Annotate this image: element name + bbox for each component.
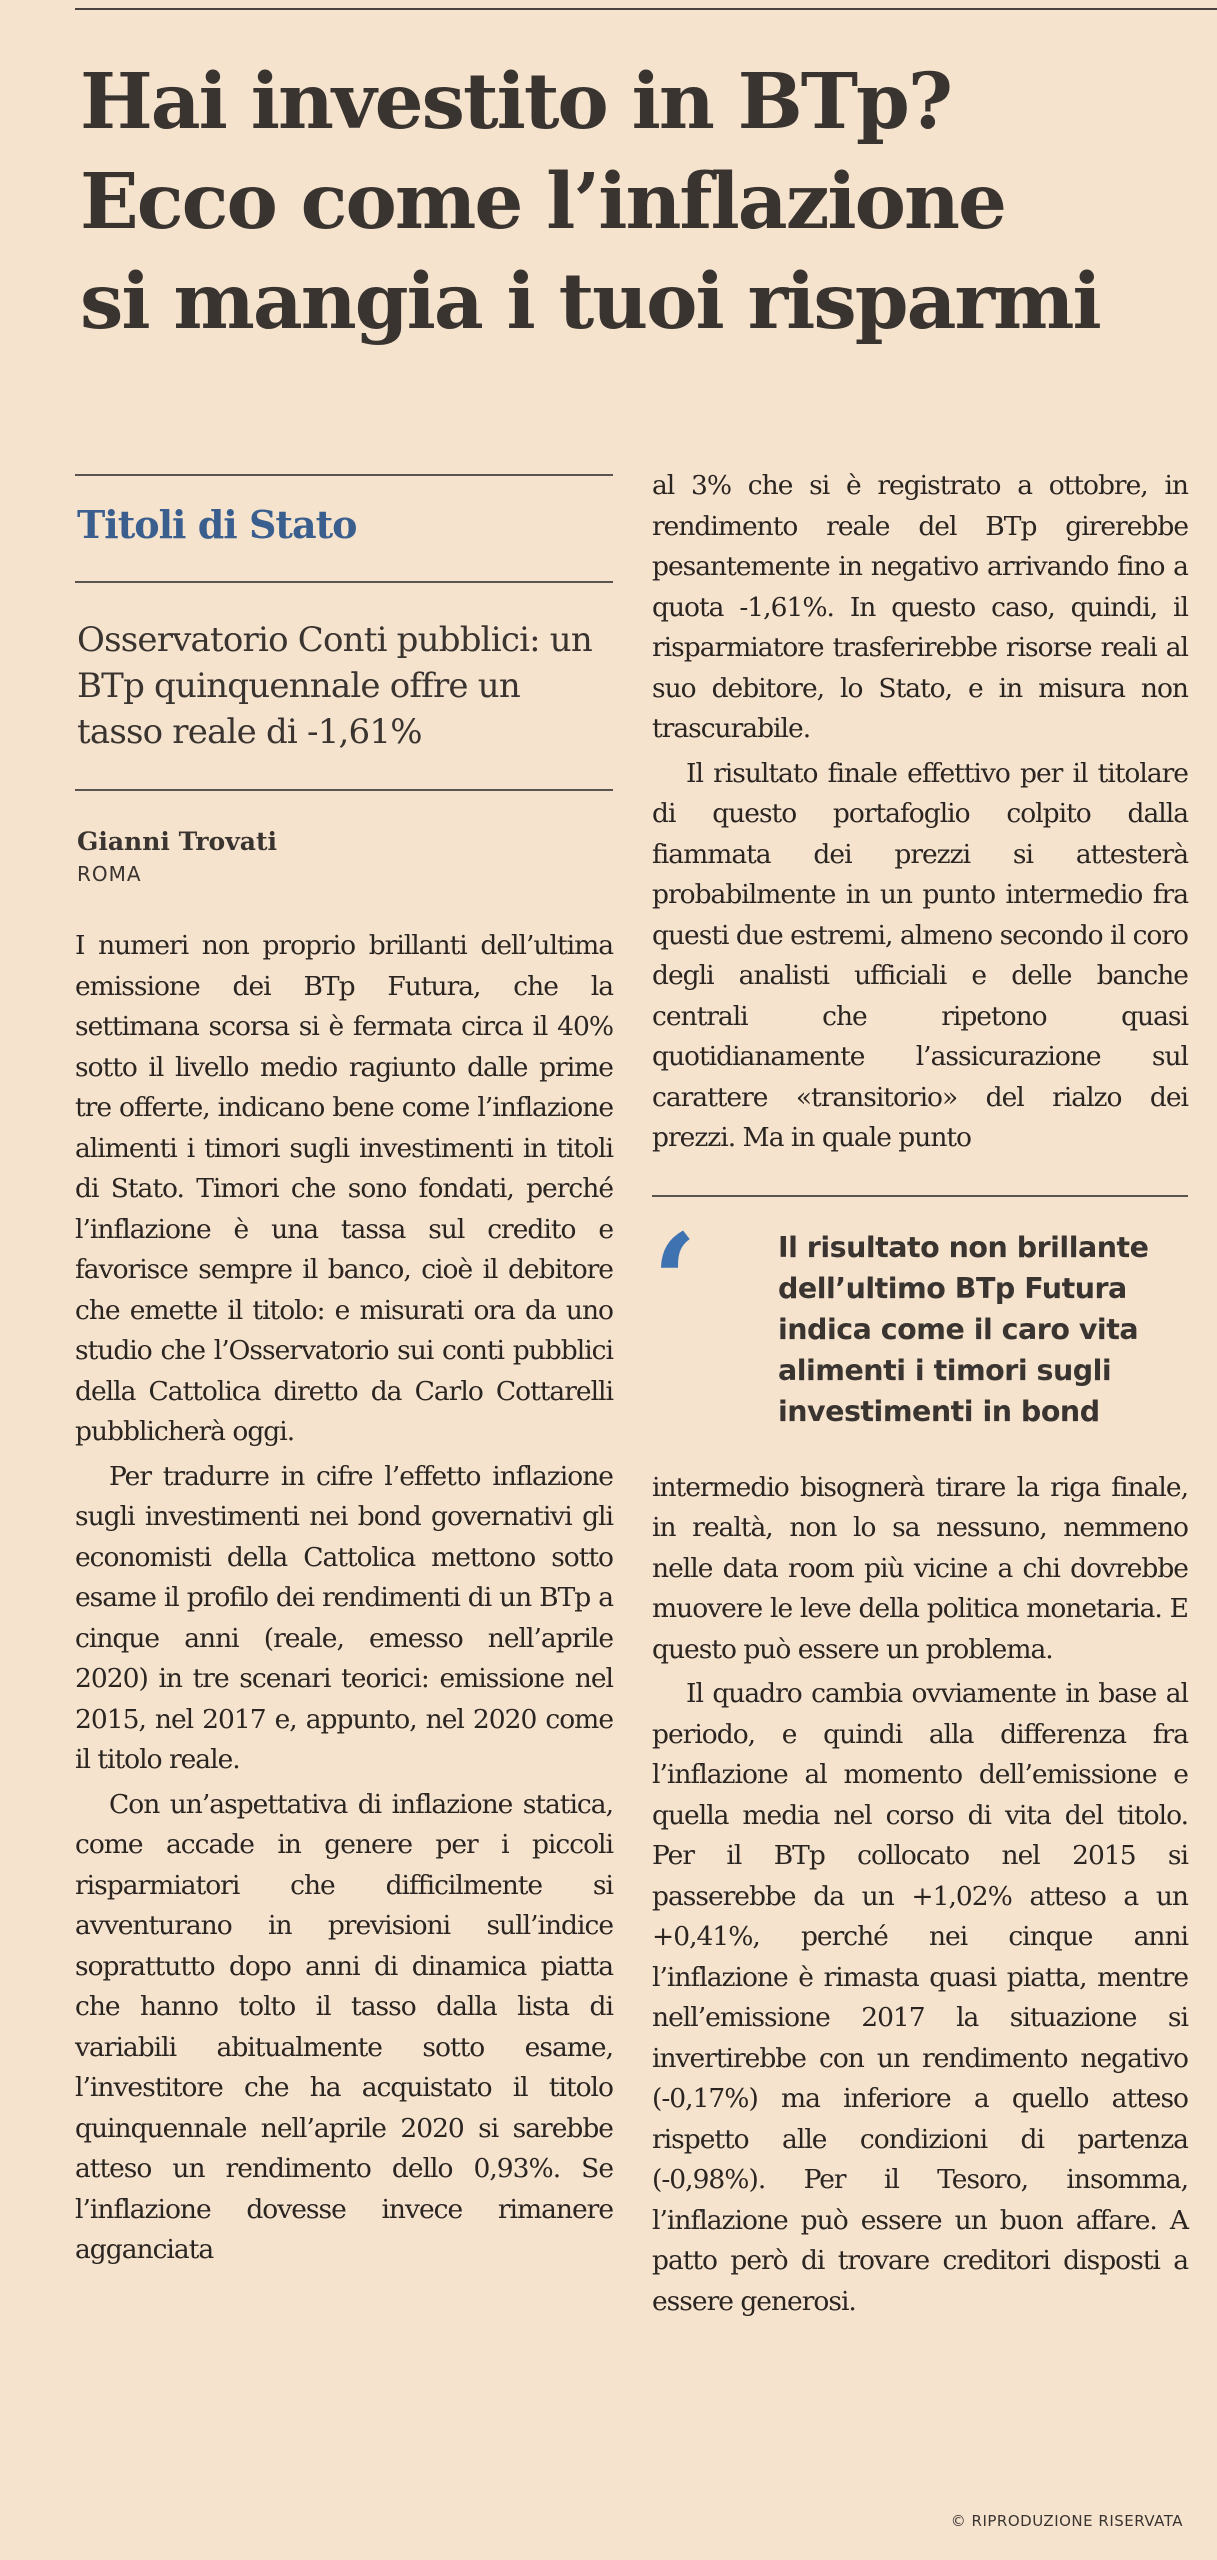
right-body-top bbox=[652, 466, 1188, 1159]
body-paragraph: intermedio bisognerà tirare la riga finale, in realtà, non lo sa nessuno, nemmeno nelle data room più vicine a chi dovrebbe muovere le leve della politica monetaria. E questo può essere un problema. bbox=[652, 1471, 1188, 1665]
copyright-notice: © RIPRODUZIONE RISERVATA bbox=[950, 2512, 1183, 2530]
quote-rule bbox=[652, 1195, 1188, 1197]
left-body bbox=[75, 926, 613, 2271]
byline-place: ROMA bbox=[77, 862, 142, 886]
headline bbox=[80, 52, 1190, 352]
body-paragraph: al 3% che si è registrato a ottobre, in rendimento reale del BTp girerebbe pesantemente in negativo arrivando fino a quota -1,61%. In questo caso, quindi, il risparmiatore trasferirebbe risorse reali al suo debitore, lo Stato, e in misura non trascurabile. bbox=[652, 470, 1188, 744]
headline-line-1: Hai investito in BTp? bbox=[80, 57, 951, 147]
body-paragraph: Per tradurre in cifre l’effetto inflazione sugli investimenti nei bond governativi gli economisti della Cattolica mettono sotto esame il profilo dei rendimenti di un BTp a cinque anni (reale, emesso nell’aprile 2020) in tre scenari teorici: emissione nel 2015, nel 2017 e, appunto, nel 2020 come il titolo reale. bbox=[75, 1460, 613, 1775]
headline-line-3: si mangia i tuoi risparmi bbox=[80, 257, 1100, 347]
article-summary: Osservatorio Conti pubblici: un BTp quinquennale offre un tasso reale di -1,61% bbox=[77, 620, 593, 752]
quote-mark-icon: ‘ bbox=[652, 1204, 698, 1358]
body-paragraph: Il quadro cambia ovviamente in base al periodo, e quindi alla differenza fra l’inflazione al momento dell’emissione e quella media nel corso di vita del titolo. Per il BTp collocato nel 2015 si passerebbe da un +1,02% atteso a un +0,41%, perché nei cinque anni l’inflazione è rimasta quasi piatta, mentre nell’emissione 2017 la situazione si invertirebbe con un rendimento negativo (-0,17%) ma inferiore a quello atteso rispetto alle condizioni di partenza (-0,98%). Per il Tesoro, insomma, l’inflazione può essere un buon affare. A patto però di trovare creditori disposti a essere generosi. bbox=[652, 1678, 1188, 2317]
section-kicker: Titoli di Stato bbox=[77, 502, 357, 547]
byline-author: Gianni Trovati bbox=[77, 827, 277, 856]
kicker-rule-bottom bbox=[75, 581, 613, 583]
pull-quote-text: Il risultato non brillante dell’ultimo BTp Futura indica come il caro vita alimenti i timori sugli investimenti in bond bbox=[778, 1230, 1149, 1428]
pull-quote bbox=[652, 1204, 1188, 1432]
top-rule bbox=[75, 8, 1217, 10]
body-paragraph: Il risultato finale effettivo per il titolare di questo portafoglio colpito dalla fiammata dei prezzi si attesterà probabilmente in un punto intermedio fra questi due estremi, almeno secondo il coro degli analisti ufficiali e delle banche centrali che ripetono quasi quotidianamente l’assicurazione sul carattere «transitorio» del rialzo dei prezzi. Ma in quale punto bbox=[652, 757, 1188, 1153]
headline-line-2: Ecco come l’inflazione bbox=[80, 157, 1006, 247]
right-column bbox=[652, 466, 1188, 2322]
body-paragraph: Con un’aspettativa di inflazione statica, come accade in genere per i piccoli risparmiatori che difficilmente si avventurano in previsioni sull’indice soprattutto dopo anni di dinamica piatta che hanno tolto il tasso dalla lista di variabili abitualmente sotto esame, l’investitore che ha acquistato il titolo quinquennale nell’aprile 2020 si sarebbe atteso un rendimento dello 0,93%. Se l’inflazione dovesse invece rimanere agganciata bbox=[75, 1788, 613, 2265]
right-body-bottom bbox=[652, 1468, 1188, 2323]
summary-rule bbox=[75, 789, 613, 791]
kicker-rule-top bbox=[75, 474, 613, 476]
left-column bbox=[75, 474, 613, 2271]
body-paragraph: I numeri non proprio brillanti dell’ultima emissione dei BTp Futura, che la settimana scorsa si è fermata circa il 40% sotto il livello medio ragiunto dalle prime tre offerte, indicano bene come l’inflazione alimenti i timori sugli investimenti in titoli di Stato. Timori che sono fondati, perché l’inflazione è una tassa sul credito e favorisce sempre il banco, cioè il debitore che emette il titolo: e misurati ora da uno studio che l’Osservatorio sui conti pubblici della Cattolica diretto da Carlo Cottarelli pubblicherà oggi. bbox=[75, 930, 613, 1447]
